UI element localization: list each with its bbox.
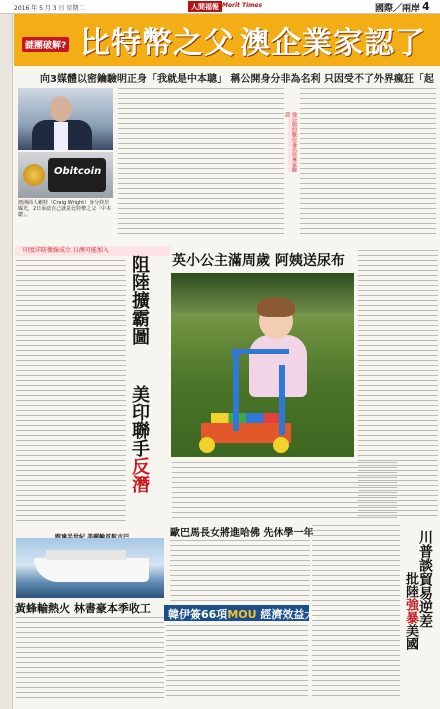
newspaper-logo: 人間福報 (188, 1, 222, 12)
walker-post (233, 351, 239, 431)
mou-headline (168, 606, 315, 622)
headline-left: 比特幣之父 (80, 26, 235, 61)
article-text-india (16, 260, 126, 525)
child-dress (249, 335, 307, 397)
section-name: 國際／兩岸 (375, 4, 421, 14)
walker-post (279, 365, 285, 435)
trump-headline-2c: 美國 (403, 624, 418, 650)
article-text-under-photo (172, 462, 397, 520)
face-shape (50, 96, 72, 122)
mou-highlight: MOU (227, 608, 257, 621)
article-text-bitcoin-right (300, 88, 436, 238)
photo-caption: 澳洲商人賴特（Craig Wright）身分終於曝光，2日承認自己就是比特幣之父「中本聰」。 (18, 200, 112, 218)
photo-headline: 英小公主滿周歲 阿姨送尿布 (172, 253, 345, 269)
walker-handle (231, 349, 289, 354)
headline-right: 澳企業家認了 (240, 26, 426, 61)
newspaper-logo-english: Merit Times (222, 2, 263, 9)
shirt-shape (54, 122, 68, 150)
mou-prefix: 韓伊簽66項 (168, 608, 228, 621)
trump-headline-2 (404, 572, 417, 650)
wheel-icon (273, 437, 289, 453)
wheel-icon (199, 437, 215, 453)
vertical-headline-2-text: 美印聯手 (129, 385, 150, 457)
ship-hull (34, 558, 149, 582)
headline-kicker: 謎團破解? (22, 37, 69, 52)
pink-pull-quote: 他公開的數位簽名經專家驗證 (284, 112, 297, 172)
article-text-sports (16, 617, 164, 699)
princess-photo (171, 273, 354, 457)
bitcoin-label: Obitcoin (54, 166, 102, 177)
trump-headline-2a: 批陸 (403, 572, 418, 598)
child-hair (257, 297, 295, 317)
cruise-ship-photo (16, 538, 164, 598)
obama-headline: 歐巴馬長女將進哈佛 先休學一年 (170, 528, 314, 539)
issue-date: 2016 年 5 月 3 日 星期二 (14, 5, 85, 12)
headline-subhead: 向3媒體以密鑰驗明正身「我就是中本聰」 稱公開身分非為名利 只因受不了外界瘋狂「起 (40, 74, 434, 85)
article-text-bitcoin (118, 88, 284, 238)
vertical-headline-1: 阻陸擴霸圖 (129, 255, 150, 345)
vertical-headline-2 (130, 385, 148, 493)
bitcoin-photo (18, 152, 113, 198)
ship-decks (46, 550, 126, 560)
sports-headline: 黃蜂輸熱火 林書豪本季收工 (15, 602, 151, 615)
mou-suffix: 經濟效益大 (256, 608, 316, 621)
gold-coin-icon (23, 164, 45, 186)
vertical-headline-2-red: 反潛 (129, 457, 150, 493)
portrait-photo (18, 88, 113, 150)
trump-headline-1: 川普談貿易逆差 (417, 530, 433, 628)
trump-headline-2b: 強暴 (403, 598, 418, 624)
previous-page-margin (0, 14, 13, 709)
article-text-trump (312, 525, 400, 699)
article-text-mou (166, 625, 308, 699)
article-text-obama (170, 540, 310, 602)
sidebar-label: 印度洋防衛線成立 日澳可能加入 (15, 246, 170, 256)
page-number: 4 (422, 0, 430, 13)
